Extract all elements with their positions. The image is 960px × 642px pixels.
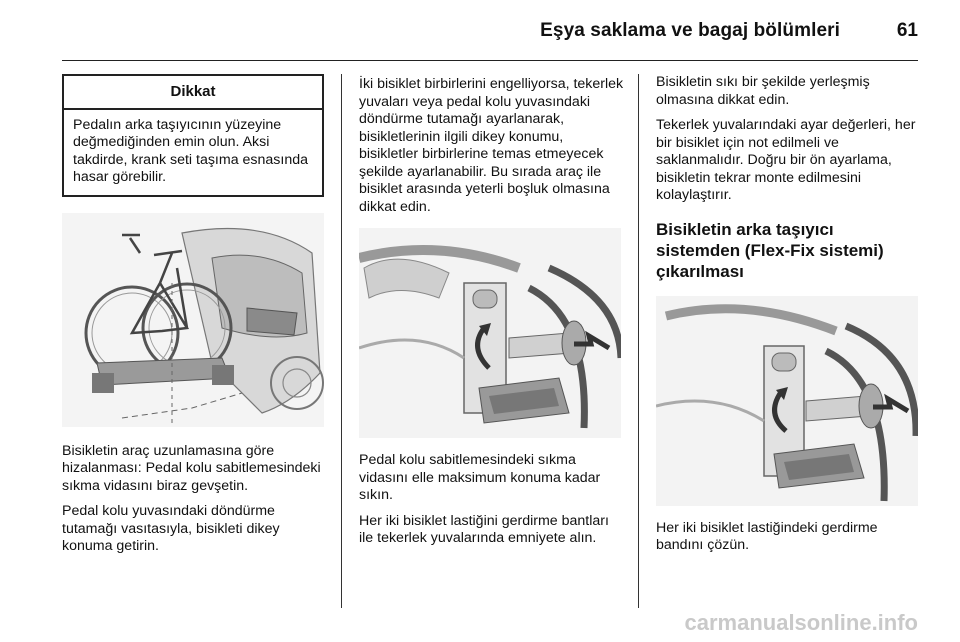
section-subheading: Bisikletin arka taşıyıcı sistemden (Flex-Fix sistemi) çıkarılması [656, 219, 884, 281]
column-2 [359, 74, 625, 556]
warning-title: Dikkat [64, 76, 322, 110]
bicycle-carrier-drawing [62, 213, 324, 427]
watermark: carmanualsonline.info [684, 610, 918, 635]
column-3 [656, 74, 920, 563]
paragraph: Bisikletin araç uzunlamasına göre hizalanması: Pedal kolu sabitlemesindeki sıkma vidasını biraz gevşetin. [62, 442, 321, 494]
paragraph: Bisikletin sıkı bir şekilde yerleşmiş olmasına dikkat edin. [656, 74, 870, 108]
bicycle-carrier-illustration [62, 213, 324, 427]
pedal-clamp-release-illustration [656, 296, 918, 506]
warning-box [62, 74, 324, 197]
paragraph: Her iki bisiklet lastiğindeki gerdirme bandını çözün. [656, 519, 878, 553]
page-header [0, 14, 960, 54]
warning-text: Pedalın arka taşıyıcının yüzeyine değmediğinden emin olun. Aksi takdirde, krank seti taşıma esnasında hasar görebilir. [73, 116, 309, 185]
page-number: 61 [896, 20, 918, 41]
column-divider [341, 74, 342, 608]
column-divider [638, 74, 639, 608]
pedal-clamp-drawing [359, 228, 621, 438]
paragraph: Tekerlek yuvalarındaki ayar değerleri, her bir bisiklet için not edilmeli ve saklanmalıdır. Doğru bir ön ayarlama, bisikletin tekrar monte edilmesini kolaylaştırır. [656, 117, 916, 203]
paragraph: Pedal kolu sabitlemesindeki sıkma vidasını elle maksimum konuma kadar sıkın. [359, 452, 601, 503]
section-title: Eşya saklama ve bagaj bölümleri [540, 20, 840, 41]
pedal-clamp-release-drawing [656, 296, 918, 506]
pedal-clamp-illustration [359, 228, 621, 438]
column-1 [62, 74, 324, 564]
paragraph: Pedal kolu yuvasındaki döndürme tutamağı vasıtasıyla, bisikleti dikey konuma getirin. [62, 503, 280, 554]
paragraph: İki bisiklet birbirlerini engelliyorsa, tekerlek yuvaları veya pedal kolu yuvasındaki döndürme tutamağı ayarlanarak, bisikletlerinin ilgili dikey konumu, bisikletler birbirlerine temas etmeyecek şekilde ayarlanabilir. Bu sırada araç ile bisiklet arasında yeterli boşluk olmasına dikkat edin. [359, 76, 624, 215]
paragraph: Her iki bisiklet lastiğini gerdirme bantları ile tekerlek yuvalarında emniyete alın. [359, 512, 609, 546]
header-rule [62, 60, 918, 61]
